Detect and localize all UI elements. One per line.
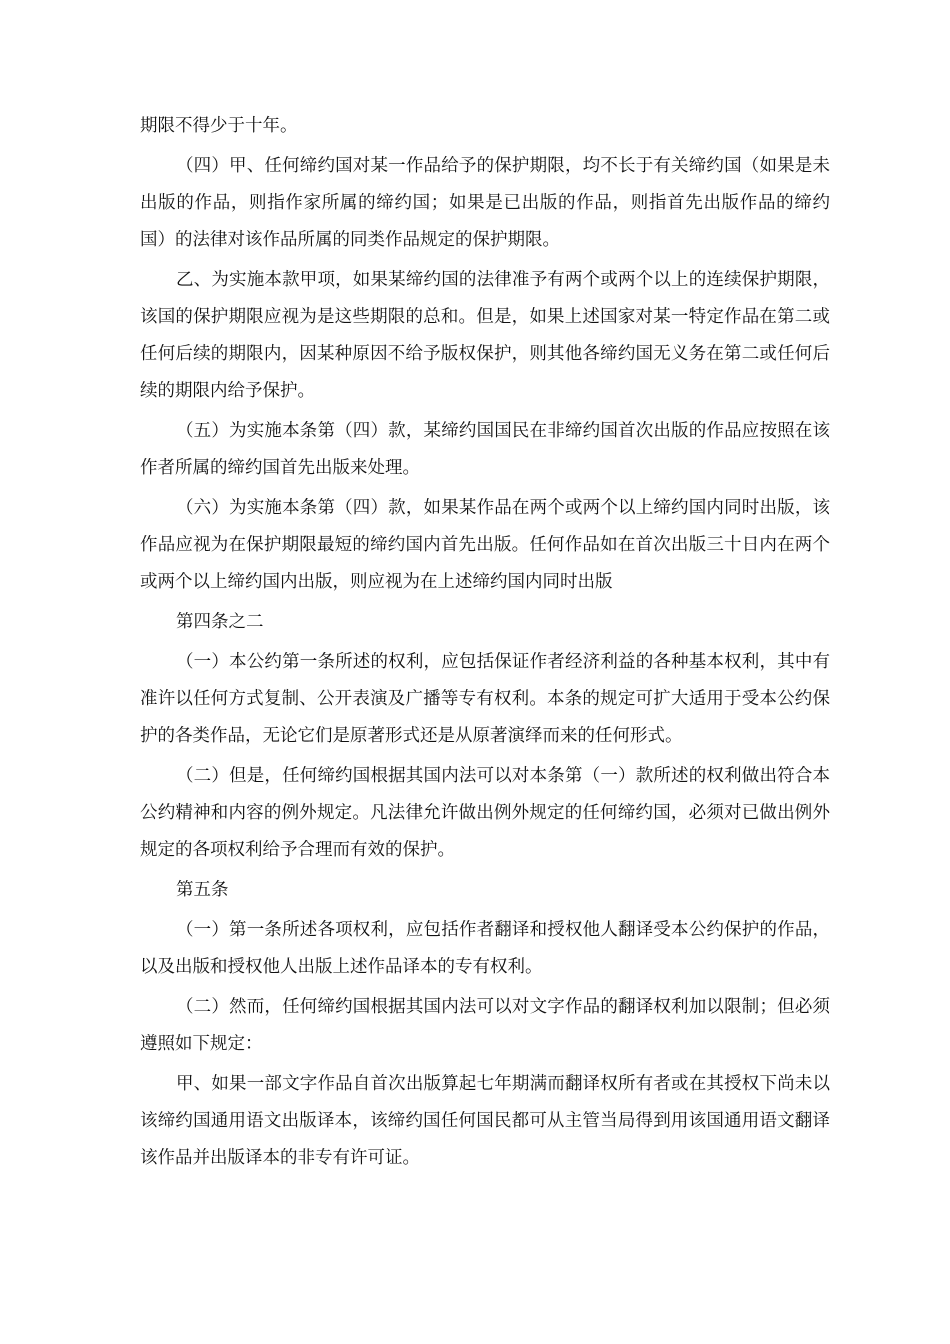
paragraph-clause-5: （五）为实施本条第（四）款，某缔约国国民在非缔约国首次出版的作品应按照在该作者所属的缔约国首先出版来处理。 [140,421,830,478]
paragraph-5-1: （一）第一条所述各项权利，应包括作者翻译和授权他人翻译受本公约保护的作品，以及出版和授权他人出版上述作品译本的专有权利。 [140,920,830,977]
paragraph-clause-4-b: 乙、为实施本款甲项，如果某缔约国的法律准予有两个或两个以上的连续保护期限，该国的保护期限应视为是这些期限的总和。但是，如果上述国家对某一特定作品在第二或任何后续的期限内，因某种原因不给予版权保护，则其他各缔约国无义务在第二或任何后续的期限内给予保护。 [140,270,830,401]
paragraph-5-2-a: 甲、如果一部文字作品自首次出版算起七年期满而翻译权所有者或在其授权下尚未以该缔约国通用语文出版译本，该缔约国任何国民都可从主管当局得到用该国通用语文翻译该作品并出版译本的非专有许可证。 [140,1074,830,1168]
document-body [140,108,830,1180]
paragraph-clause-6: （六）为实施本条第（四）款，如果某作品在两个或两个以上缔约国内同时出版，该作品应视为在保护期限最短的缔约国内首先出版。任何作品如在首次出版三十日内在两个或两个以上缔约国内出版，则应视为在上述缔约国内同时出版 [140,498,830,592]
article-heading-5: 第五条 [176,880,229,900]
article-heading-4bis: 第四条之二 [176,612,264,632]
paragraph-4bis-2: （二）但是，任何缔约国根据其国内法可以对本条第（一）款所述的权利做出符合本公约精神和内容的例外规定。凡法律允许做出例外规定的任何缔约国，必须对已做出例外规定的各项权利给予合理而有效的保护。 [140,766,830,860]
paragraph-clause-4-a: （四）甲、任何缔约国对某一作品给予的保护期限，均不长于有关缔约国（如果是未出版的作品，则指作家所属的缔约国；如果是已出版的作品，则指首先出版作品的缔约国）的法律对该作品所属的同类作品规定的保护期限。 [140,156,830,250]
paragraph-continuation: 期限不得少于十年。 [140,116,298,136]
paragraph-5-2: （二）然而，任何缔约国根据其国内法可以对文字作品的翻译权利加以限制；但必须遵照如下规定： [140,997,830,1054]
paragraph-4bis-1: （一）本公约第一条所述的权利，应包括保证作者经济利益的各种基本权利，其中有准许以任何方式复制、公开表演及广播等专有权利。本条的规定可扩大适用于受本公约保护的各类作品，无论它们是原著形式还是从原著演绎而来的任何形式。 [140,652,830,746]
